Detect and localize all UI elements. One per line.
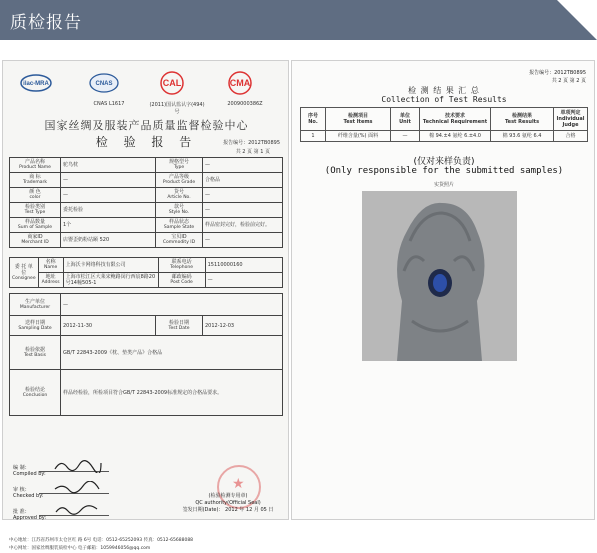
field-label-en: Test Basis (23, 352, 47, 358)
handwritten-signature (53, 481, 103, 495)
cell-judge: 合格 (554, 131, 588, 142)
compiled-label: 编 制： (13, 465, 30, 471)
report-meta (529, 69, 586, 85)
field-value: 15110000160 (205, 258, 282, 273)
field-label: 宝贝ID (171, 234, 187, 240)
field-value: — (61, 294, 283, 316)
photo-label: 实货照片 (433, 182, 454, 188)
field-value: 上海沃卡网络科技有限公司 (63, 258, 158, 273)
field-label: 产品等级 (168, 174, 189, 180)
field-label: 颜 色 (29, 189, 41, 195)
table-row (10, 188, 283, 203)
field-label-en: Test Date (168, 325, 190, 331)
field-label-en: Trademark (23, 180, 47, 185)
cal-logo (147, 71, 205, 115)
field-value: 1个 (61, 218, 156, 233)
field-label: 款号 (173, 204, 184, 210)
table-row (10, 336, 283, 370)
table-row (301, 131, 588, 142)
checked-label-en: Checked by: (13, 493, 44, 499)
field-label-en: Merchant ID (21, 240, 49, 245)
footer-line: 中心地址：江苏省苏州市太仓区红 路 6号 电话：0512-65252093 传真：0512-65688088 (9, 538, 194, 543)
column-header: 检测项目 (347, 113, 368, 119)
report-number: 报告编号：2012TB0895 (529, 70, 586, 76)
report-info-table (9, 157, 283, 248)
field-label-en: Type (173, 165, 185, 170)
header-corner (557, 0, 597, 40)
field-value: — (203, 203, 283, 218)
inspection-report-page-1 (2, 60, 289, 551)
field-label: 生产单位 (24, 298, 45, 305)
field-value: 2012-11-30 (61, 316, 156, 336)
header-bar (0, 0, 597, 40)
field-label: 检验日期 (168, 319, 189, 326)
field-label-en: Consignee (12, 275, 36, 281)
field-value: 样品经检验，所检项目符合GB/T 22843-2009标准规定的合格品要求。 (61, 370, 283, 416)
field-label: 规格型号 (168, 159, 189, 165)
column-header: 单位 (399, 113, 410, 119)
field-label-en: Name (43, 265, 58, 270)
field-label: 产品名称 (24, 159, 45, 165)
field-value: 驼鸟枕 (61, 158, 156, 173)
field-label-en: Sample State (163, 225, 195, 230)
page-number: 共 2 页 第 1 页 (235, 149, 270, 155)
column-header-en: Test Items (343, 119, 373, 125)
table-row (10, 316, 283, 336)
table-row (10, 158, 283, 173)
field-label-en: Manufacturer (19, 304, 51, 310)
field-label: 货号 (173, 189, 184, 195)
table-row (10, 203, 283, 218)
field-value: 店婴歪奶粉站颐 520 (61, 233, 156, 248)
field-label: 邮政编码 (171, 274, 192, 280)
table-row (10, 233, 283, 248)
logo-caption: (2011)国认监认字(494)号 (149, 102, 205, 115)
svg-text:CNAS: CNAS (95, 81, 113, 87)
issue-date: 签发日期(Date)： 2012 年 12 月 05 日 (182, 507, 274, 513)
cell-fabric: 面料 (368, 133, 379, 139)
field-label: 检验依据 (24, 346, 45, 353)
field-value: 上海市松江区大莱宋鲍路闵行西宸8路20号14幢505-1 (63, 273, 158, 288)
report-number: 报告编号：2012TB0895 (223, 140, 280, 146)
signature-block (13, 459, 163, 529)
field-label: 名称 (45, 259, 56, 265)
field-label-en: Sum of Sample (17, 225, 53, 230)
column-header-en: No. (308, 119, 318, 125)
field-value: — (61, 188, 156, 203)
approved-label: 批 准： (13, 509, 30, 515)
field-value: GB/T 22843-2009《枕、垫类产品》合格品 (61, 336, 283, 370)
cma-logo (215, 71, 265, 115)
svg-text:CMA: CMA (229, 78, 251, 88)
column-header-en: Technical Requirement (422, 119, 488, 125)
field-value: 委托检验 (61, 203, 156, 218)
approved-label-en: Approved by: (13, 515, 47, 521)
disclaimer: (仅对来样负责) (413, 157, 475, 167)
table-row (10, 173, 283, 188)
field-label-en: color (29, 195, 41, 200)
report-title: 检 验 报 告 (95, 135, 198, 149)
field-label-en: Style No. (168, 210, 190, 215)
inspection-report-page-2 (291, 60, 595, 520)
field-label-en: Telephone (170, 265, 194, 270)
cnas-logo (79, 71, 129, 115)
column-header-en: Individual Judge (556, 116, 585, 128)
field-label: 商 标 (29, 174, 41, 180)
ilac-mra-logo (11, 71, 61, 115)
results-title: 检 测 结 果 汇 总 (408, 86, 480, 95)
page-header (0, 0, 597, 42)
handwritten-signature (53, 459, 103, 473)
column-header: 技术要求 (444, 113, 465, 119)
table-header-row (301, 108, 588, 131)
field-label-en: Post Code (170, 280, 193, 285)
field-label: 商家ID (27, 234, 43, 240)
results-table (300, 107, 588, 142)
seal-label: (检验检测专用章) (208, 493, 248, 499)
cell-unit: — (391, 131, 420, 142)
svg-text:CAL: CAL (162, 78, 182, 88)
column-header-en: Unit (399, 119, 411, 125)
official-seal-area (173, 465, 283, 523)
consignee-table (9, 257, 283, 288)
cell-item: 纤维含量(%) (337, 133, 367, 139)
column-header: 序号 (307, 113, 318, 119)
column-header-en: Test Results (504, 119, 540, 125)
field-label: 样品状态 (168, 219, 189, 225)
handwritten-signature (53, 503, 103, 517)
footer-line: 中心网址：国家丝绸服装质检中心 电子邮箱：1059946056@qq.com (9, 546, 151, 551)
product-photo (362, 191, 517, 361)
certification-logos (11, 71, 281, 115)
field-label: 检验类别 (24, 204, 45, 210)
field-label-en: Product Name (19, 165, 51, 170)
results-title-en: Collection of Test Results (381, 95, 507, 104)
field-label-en: Address (41, 280, 60, 285)
field-label-en: Commodity ID (162, 240, 196, 245)
seal-label-en: QC authority(Official Seal) (195, 500, 261, 506)
pillow-image (362, 191, 517, 361)
field-label: 送样日期 (24, 319, 45, 326)
table-row (10, 294, 283, 316)
header-title: 质检报告 (10, 13, 82, 33)
field-value: 样品密封完好，检验前完好。 (203, 218, 283, 233)
field-label: 联系电话 (171, 259, 192, 265)
field-label-en: Test Type (24, 210, 46, 215)
test-details-table (9, 293, 283, 416)
field-label: 地址 (45, 274, 56, 280)
page-number: 共 2 页 第 2 页 (551, 78, 586, 84)
logo-caption: 2009000386Z (227, 101, 263, 107)
column-header: 单项判定 (560, 110, 581, 116)
field-label-en: Conclusion (22, 392, 48, 398)
cell-no: 1 (301, 131, 326, 142)
disclaimer-en: (Only responsible for the submitted samples) (324, 166, 564, 176)
table-row (10, 218, 283, 233)
field-label-en: Product Grade (162, 180, 196, 185)
table-row (10, 258, 283, 273)
field-value: — (203, 233, 283, 248)
field-value: — (205, 273, 282, 288)
table-row (10, 273, 283, 288)
field-value: 合格品 (203, 173, 283, 188)
organization-name: 国家丝绸及服装产品质量监督检验中心 (44, 119, 249, 132)
field-label-en: Article No. (167, 195, 191, 200)
compiled-label-en: Compiled by: (13, 471, 46, 477)
field-value: — (203, 188, 283, 203)
cell-requirement: 棉 94.±4 氨纶 6.±4.0 (420, 131, 491, 142)
checked-label: 审 核： (13, 487, 30, 493)
svg-text:ilac-MRA: ilac-MRA (23, 81, 49, 87)
table-row (10, 370, 283, 416)
field-label: 委 托 单 位 (14, 263, 33, 276)
logo-caption: CNAS L1617 (93, 101, 125, 107)
star-icon: ★ (232, 476, 245, 492)
document-footer (9, 537, 285, 553)
field-label: 样品数量 (24, 219, 45, 225)
field-label: 检验结论 (24, 386, 45, 393)
field-value: 2012-12-03 (203, 316, 283, 336)
cell-result: 棉 93.6 氨纶 6.4 (491, 131, 554, 142)
field-label-en: Sampling Date (18, 325, 52, 331)
field-value: — (61, 173, 156, 188)
column-header: 检测结果 (511, 113, 532, 119)
field-value: — (203, 158, 283, 173)
